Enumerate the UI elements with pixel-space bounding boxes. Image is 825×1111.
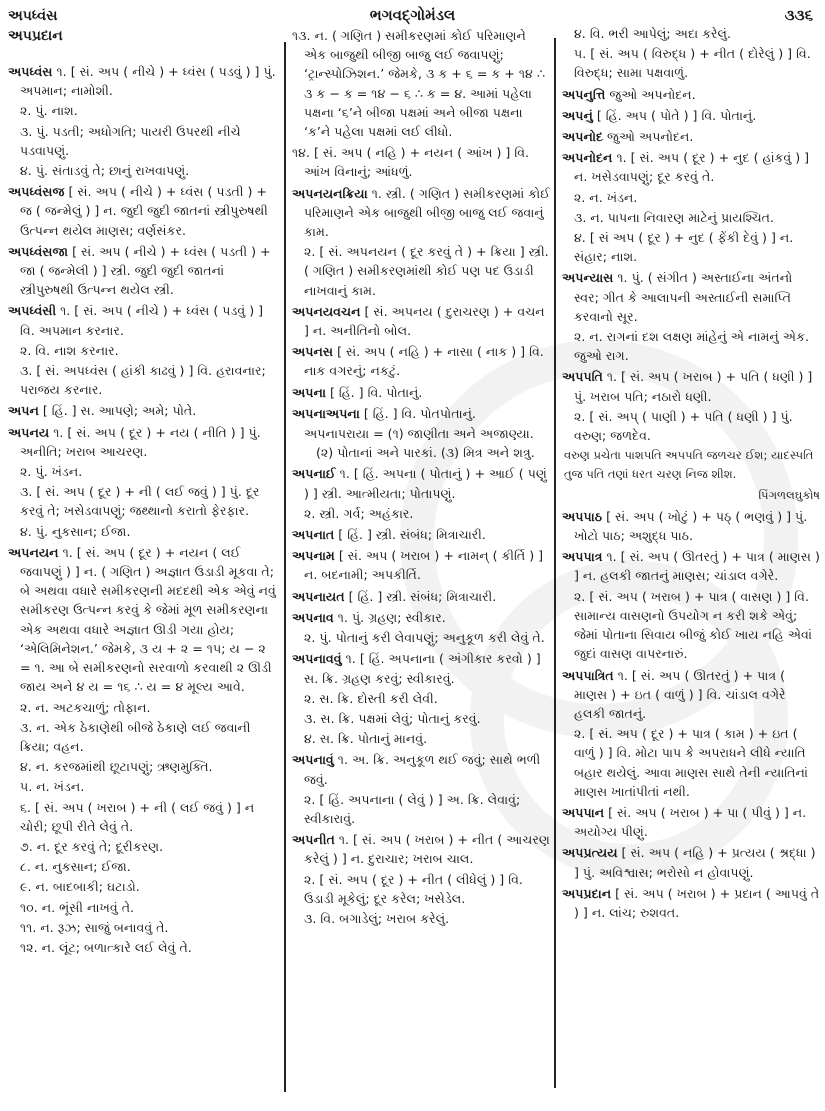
guide-word-first: અપધ્વંસ	[8, 8, 58, 24]
dictionary-entry	[562, 127, 820, 146]
definition-text: ૨. પું. ખંડન.	[20, 464, 83, 480]
dictionary-entry	[292, 383, 550, 402]
headword: અપનાયત	[292, 588, 345, 604]
definition-text: ૧. પું. ( સંગીત ) અસ્તાઈના અંતનો સ્વર; ગીત કે આલાપની અસ્તાઈની સમાપ્તિ કરવાનો સૂર.	[574, 270, 793, 324]
entry-sense	[292, 242, 550, 300]
dictionary-entry	[562, 268, 820, 326]
definition-text: [ હિં. ] સ. આપણે; અમે; પોતે.	[42, 403, 197, 419]
definition-text: ૮. ન. નુકસાન; ઈજા.	[20, 859, 131, 875]
guide-word-last: અપપ્રદાન	[8, 28, 63, 44]
entry-sense	[562, 587, 820, 664]
definition-text: ૧. [ સં. અપ ( ખરાબ ) + નીત ( આચરણ કરેલું ) ] ન. દુરાચાર; ખરાબ ચાલ.	[304, 832, 550, 867]
dictionary-entry	[292, 404, 550, 423]
definition-text: ૩. [ સં. અપધ્વંસ ( હાંકી કાઢવું ) ] વિ. હરાવનાર; પરાજય કરનાર.	[20, 363, 266, 398]
headword: અપનયવચન	[292, 303, 361, 319]
definition-text: જુઓ અપનોદન.	[609, 86, 696, 102]
definition-text: ૨. વિ. નાશ કરનાર.	[20, 342, 119, 358]
headword: અપન	[8, 403, 39, 419]
verse-quote	[562, 446, 820, 484]
headword: અપનાવવું	[292, 651, 342, 667]
entry-sense	[8, 877, 280, 896]
headword: અપપાત્ર	[562, 549, 603, 565]
headword: અપધ્વંસજ	[8, 184, 65, 200]
definition-text: ૩. [ સં. અપ ( દૂર ) + ની ( લઈ જવું ) ] પું. દૂર કરવું તે; ખસેડવાપણું; જથ્થાનો કરાતો ફેરફાર.	[20, 484, 260, 519]
headword: અપનયનક્રિયા	[292, 185, 368, 201]
dictionary-entry	[562, 884, 820, 922]
entry-sense	[292, 628, 550, 647]
definition-text: ૯. ન. બાદબાકી; ઘટાડો.	[20, 879, 140, 895]
headword: અપપતિ	[562, 369, 603, 385]
definition-text: અપનાપરાયા = (૧) જાણીતા અને અજાણ્યા. (૨) પોતાનાં અને પારકાં. (૩) મિત્ર અને શત્રુ.	[304, 426, 535, 461]
dictionary-entry	[292, 587, 550, 606]
definition-text: [ હિં. ] સ્ત્રી. સંબંધ; મિત્રાચારી.	[348, 588, 497, 604]
headword: અપપાત્રિત	[562, 667, 614, 683]
entry-sense	[562, 327, 820, 365]
dictionary-entry	[562, 666, 820, 724]
definition-text: ૧. સ્ત્રી. ( ગણિત ) સમીકરણમાં કોઈ પરિમાણને એક બાજુથી બીજી બાજુ લઈ જવાનું કામ.	[304, 185, 550, 240]
definition-text: ૨. [ સં. અપ ( દૂર ) + નીત ( લીધેલું ) ] વિ. ઉડાડી મૂકેલું; દૂર કરેલ; ખસેડેલ.	[304, 871, 523, 906]
definition-text: પિંગળલઘુકોષ	[758, 487, 820, 502]
definition-text: ૧૪. [ સં. અપ ( નહિ ) + નયન ( આંખ ) ] વિ. આંખ વિનાનું; આંધળું.	[292, 145, 530, 180]
definition-text: ૧. [ સં. અપ ( ઊતરતું ) + પાત્ર ( માણસ ) ] ન. હલકી જાતનું માણસ; ચાંડાલ વગેરે.	[574, 549, 820, 584]
entry-sense	[8, 462, 280, 481]
definition-text: [ સં. અપ ( ખરાબ ) + પ્રદાન ( આપવું તે ) ] ન. લાંચ; રુશવત.	[574, 885, 820, 920]
entry-sense	[8, 898, 280, 917]
dictionary-entry	[562, 367, 820, 405]
entry-sense	[292, 790, 550, 828]
entry-sense	[292, 909, 550, 928]
entry-sense	[8, 482, 280, 520]
headword: અપપાઠ	[562, 508, 603, 524]
definition-text: [ હિં. ] વિ. પોતપોતાનું.	[363, 405, 477, 421]
headword: અપનીત	[292, 832, 335, 848]
definition-text: [ હિં. ] વિ. પોતાનું.	[329, 384, 423, 400]
entry-sense	[292, 689, 550, 708]
definition-text: વરુણ પ્રચેતા પાશપતિ અપપતિ જળચર ઈશ; યાદસ્પતિ તુજ પતિ તણાં ધરત ચરણ નિજ શીશ.	[564, 448, 814, 482]
entry-sense	[292, 424, 550, 462]
dictionary-entry	[292, 750, 550, 788]
entry-sense	[292, 504, 550, 523]
definition-text: ૨. ન. રાગનાં દશ લક્ષણ માંહેનું એ નામનું એક. જુઓ રાગ.	[574, 329, 809, 364]
entry-sense	[562, 228, 820, 266]
headword: અપન્યાસ	[562, 270, 614, 286]
dictionary-entry	[562, 547, 820, 585]
definition-text: ૧. [ સં. અપ ( નીચે ) + ધ્વંસ ( પડવું ) ] વિ. અપમાન કરનાર.	[20, 303, 264, 338]
definition-text: [ સં. અપ ( ખરાબ ) + પા ( પીવું ) ] ન. અયોગ્ય પીણું.	[574, 804, 807, 840]
definition-text: ૧. [ સં. અપ ( દૂર ) + નુદ ( હાંકવું ) ] ન. ખસેડવાપણું; દૂર કરવું તે.	[574, 150, 810, 185]
headword: અપનામ	[292, 548, 335, 564]
column-divider	[284, 42, 286, 1092]
entry-sense	[8, 522, 280, 541]
dictionary-entry	[292, 608, 550, 627]
dictionary-entry	[562, 803, 820, 841]
entry-sense	[8, 361, 280, 399]
definition-text: ૨. [ સં. અપનયન ( દૂર કરવું તે ) + ક્રિયા ] સ્ત્રી. ( ગણિત ) સમીકરણમાંથી કોઈ પણ પદ ઉડાડી નાખવાનું કામ.	[304, 244, 549, 298]
definition-text: [ સં. અપ ( ખરાબ ) + નામન્ ( કીર્તિ ) ] ન. બદનામી; અપકીર્તિ.	[304, 548, 544, 583]
entry-sense	[8, 161, 280, 180]
definition-text: ૨. ન. અટકચાળું; તોફાન.	[20, 699, 151, 715]
column-1	[8, 60, 280, 958]
entry-sense	[562, 407, 820, 445]
headword: અપનોદન	[562, 150, 613, 166]
definition-text: ૧. અ. ક્રિ. અનુકૂળ થઈ જવું; સાથે ભળી જવું.	[304, 752, 541, 787]
entry-sense	[8, 122, 280, 160]
definition-text: [ હિં. ] સ્ત્રી. સંબંધ; મિત્રાચારી.	[338, 527, 486, 543]
headword: અપનાઅપના	[292, 405, 360, 421]
definition-text: ૧. [ હિં. અપનાના ( અંગીકાર કરવો ) ] સ. ક્રિ. ગ્રહણ કરવું; સ્વીકારવું.	[304, 651, 541, 686]
definition-text: ૧. [ સં. અપ ( ખરાબ ) + પતિ ( ધણી ) ] પું. ખરાબ પતિ; નઠારો ધણી.	[574, 369, 813, 404]
headword: અપધ્વંસી	[8, 303, 57, 319]
definition-text: [ સં. અપ ( નહિ ) + પ્રત્યય ( શ્રદ્ધા ) ] પું. અવિશ્વાસ; ભરોસો ન હોવાપણું.	[574, 845, 816, 880]
definition-text: ૨. ન. ખંડન.	[574, 189, 638, 205]
definition-text: [ સં. અપ ( નહિ ) + નાસા ( નાક ) ] વિ. નાક વગરનું; નકટું.	[304, 344, 544, 379]
definition-text: ૧. પું. ગ્રહણ; સ્વીકાર.	[337, 609, 446, 625]
dictionary-entry	[8, 242, 280, 300]
definition-text: [ સં. અપ ( નીચે ) + ધ્વંસ ( પડતી ) + જ ( જન્મેલું ) ] ન. જુદી જુદી જાતનાં સ્ત્રીપુરુષથી ઉત્પન્ન થયેલ માણસ; વર્ણસંકર.	[20, 184, 268, 238]
definition-text: ૨. [ સં. અપ ( ખરાબ ) + પાત્ર ( વાસણ ) ] વિ. સામાન્ય વાસણનો ઉપયોગ ન કરી શકે એવું; જેમાં પોતાના સિવાય બીજું કોઈ ખાય નહિ એવાં જુદાં વાસણ વાપરનારું.	[574, 588, 812, 662]
dictionary-entry	[292, 302, 550, 340]
definition-text: ૧. [ સં. અપ ( ઊતરતું ) + પાત્ર ( માણસ ) + ઇત ( વાળું ) ] વિ. ચાંડાલ વગેરે હલકી જાતનું.	[574, 667, 786, 721]
headword: અપના	[292, 384, 326, 400]
headword: અપનું	[562, 107, 593, 123]
entry-sense	[562, 208, 820, 227]
definition-text: ૧૨. ન. લૂંટ; બળાત્કારે લઈ લેવું તે.	[20, 939, 192, 955]
definition-text: [ સં. અપનય ( દુરાચરણ ) + વચન ] ન. અનીતિનો બોલ.	[304, 303, 545, 339]
dictionary-entry	[8, 301, 280, 339]
headword: અપનય	[8, 424, 50, 440]
dictionary-entry	[562, 106, 820, 125]
definition-text: ૩. વિ. બગાડેલું; ખરાબ કરેલું.	[304, 910, 450, 926]
dictionary-entry	[292, 26, 550, 141]
entry-sense	[562, 24, 820, 43]
definition-text: જુઓ અપનોદન.	[607, 129, 694, 145]
dictionary-entry	[562, 507, 820, 545]
dictionary-entry	[562, 843, 820, 881]
entry-sense	[8, 918, 280, 937]
entry-sense	[562, 44, 820, 82]
headword: અપનુત્તિ	[562, 86, 606, 102]
entry-sense	[562, 724, 820, 801]
dictionary-entry	[292, 143, 550, 181]
dictionary-entry	[292, 525, 550, 544]
definition-text: ૧. [ સં. અપ ( દૂર ) + નયન ( લઈ જવાપણું ) ] ન. ( ગણિત ) અજ્ઞાત ઉડાડી મૂકવા તે; બે અથવા વધારે સમીકરણની મદદથી એક એવું નવું સમીકરણ ઉત્પન્ન કરવું કે જેમાં મૂળ સમીકરણના એક અથવા વધારે અજ્ઞાત ઊડી ગયા હોય; ‘એલિમિનેશન.’ જેમકે, ૩ ય + ૨ = ૧૫; ય − ૨ = ૧. આ બે સમીકરણનો સરવાળો કરવાથી ૨ ઊડી જાય અને ૪ ય = ૧૬ ∴ ય = ૪ મૂલ્ય આવે.	[20, 544, 276, 695]
headword: અપધ્વંસજા	[8, 243, 69, 259]
entry-sense	[292, 709, 550, 728]
entry-sense	[562, 188, 820, 207]
page-title: ભગવદ્ગોમંડલ	[369, 6, 456, 24]
dictionary-entry	[292, 464, 550, 502]
column-2	[292, 24, 550, 929]
definition-text: ૪. વિ. ભરી આપેલું; અદા કરેલું.	[574, 26, 732, 41]
definition-text: ૨. પું. પોતાનું કરી લેવાપણું; અનુકૂળ કરી લેવું તે.	[304, 630, 545, 646]
definition-text: [ હિં. અપ ( પોતે ) ] વિ. પોતાનું.	[596, 107, 757, 123]
dictionary-entry	[8, 543, 280, 697]
dictionary-entry	[562, 85, 820, 104]
dictionary-entry	[292, 184, 550, 242]
definition-text: ૭. ન. દૂર કરવું તે; દૂરીકરણ.	[20, 838, 164, 854]
definition-text: ૧. [ સં. અપ ( નીચે ) + ધ્વંસ ( પડવું ) ] પું. અપમાન; નામોશી.	[20, 64, 276, 99]
headword: અપપ્રત્યય	[562, 845, 618, 861]
entry-sense	[8, 837, 280, 856]
definition-text: ૨. [ હિં. અપનાના ( લેવું ) ] અ. ક્રિ. લેવાવું; સ્વીકારાવું.	[304, 791, 521, 826]
headword: અપપ્રદાન	[562, 885, 612, 901]
definition-text: ૩. ન. પાપના નિવારણ માટેનું પ્રાયશ્ચિત.	[574, 209, 775, 225]
entry-sense	[8, 101, 280, 120]
definition-text: ૨. સ્ત્રી. ગર્વ; અહંકાર.	[304, 505, 414, 521]
headword: અપપાન	[562, 804, 605, 820]
definition-text: ૧૩. ન. ( ગણિત ) સમીકરણમાં કોઈ પરિમાણને એક બાજુથી બીજી બાજુ લઈ જવાપણું; ‘ટ્રાન્સ્પોઝિશન.’ જેમકે, ૩ ક + ૬ = ક + ૧૪ ∴ ૩ ક − ક = ૧૪ − ૬ ∴ ક = ૪. આમાં પહેલા પક્ષના ‘૬’ને બીજા પક્ષમાં અને બીજા પક્ષના ‘ક’ને પહેલા પક્ષમાં લઈ લીધો.	[292, 28, 545, 140]
definition-text: ૩. પું. પડતી; અધોગતિ; પાયરી ઉપરથી નીચે પડવાપણું.	[20, 123, 241, 158]
headword: અપનસ	[292, 344, 334, 360]
entry-sense	[292, 870, 550, 908]
dictionary-entry	[8, 423, 280, 461]
entry-sense	[8, 857, 280, 876]
citation	[562, 486, 820, 505]
definition-text: ૬. [ સં. અપ ( ખરાબ ) + ની ( લઈ જવું ) ] ન ચોરી; છૂપી રીતે લેવું તે.	[20, 799, 255, 834]
definition-text: ૪. સ. ક્રિ. પોતાનું માનવું.	[304, 731, 428, 747]
definition-text: ૨. પું. નાશ.	[20, 103, 78, 119]
page-number: ૩૩૬	[784, 6, 813, 24]
definition-text: ૧. [ સં. અપ ( દૂર ) + નય ( નીતિ ) ] પું. અનીતિ; ખરાબ આચરણ.	[20, 424, 261, 459]
definition-text: [ સં. અપ ( ખોટું ) + પઠ્ ( ભણવું ) ] પું. ખોટો પાઠ; અશુદ્ધ પાઠ.	[574, 508, 808, 544]
entry-sense	[292, 729, 550, 748]
dictionary-entry	[292, 830, 550, 868]
entry-sense	[8, 757, 280, 776]
entry-sense	[8, 777, 280, 796]
entry-sense	[8, 718, 280, 756]
definition-text: ૪. પું. સંતાડવું તે; છાનું રાખવાપણું.	[20, 163, 190, 179]
headword: અપનાવું	[292, 752, 334, 768]
definition-text: ૩. ન. એક ઠેકાણેથી બીજે ઠેકાણે લઈ જવાની ક્રિયા; વહન.	[20, 719, 251, 754]
dictionary-entry	[292, 342, 550, 380]
dictionary-entry	[292, 546, 550, 584]
headword: અપનાત	[292, 527, 335, 543]
entry-sense	[8, 341, 280, 360]
definition-text: ૪. [ સં અપ ( દૂર ) + નુદ ( ફેંકી દેવું ) ] ન. સંહાર; નાશ.	[574, 230, 794, 265]
definition-text: ૫. ન. ખંડન.	[20, 779, 85, 795]
entry-sense	[8, 698, 280, 717]
definition-text: ૫. [ સં. અપ ( વિરુદ્ધ ) + નીત ( દોરેલું ) ] વિ. વિરુદ્ધ; સામા પક્ષવાળું.	[574, 46, 811, 81]
entry-sense	[8, 938, 280, 957]
definition-text: ૨. [ સં. અપ ( દૂર ) + પાત્ર ( કામ ) + ઇત ( વાળું ) ] વિ. મોટા પાપ કે અપરાધને લીધે ન્યાતિ બહાર થયેલું. આવા માણસ સાથે તેની ન્યાતિનાં માણસ ખાતાંપીતાં નથી.	[574, 726, 808, 799]
headword: અપનયન	[8, 544, 59, 560]
definition-text: ૧૧. ન. રૂઝ; સાજું બનાવવું તે.	[20, 919, 169, 935]
headword: અપનાઈ	[292, 466, 336, 482]
definition-text: ૧. [ હિં. અપના ( પોતાનું ) + આઈ ( પણું ) ] સ્ત્રી. આત્મીયતા; પોતાપણું.	[304, 466, 547, 501]
dictionary-entry	[8, 401, 280, 420]
definition-text: ૪. ન. કરજમાંથી છૂટાપણું; ઋણમુક્તિ.	[20, 759, 213, 775]
column-divider	[554, 38, 556, 1088]
headword: અપધ્વંસ	[8, 64, 53, 79]
entry-sense	[8, 798, 280, 836]
headword: અપનોદ	[562, 129, 604, 145]
definition-text: ૨. સ. ક્રિ. દોસ્તી કરી લેવી.	[304, 690, 438, 706]
headword: અપનાવ	[292, 609, 334, 625]
dictionary-entry	[8, 182, 280, 240]
column-3	[562, 24, 820, 923]
dictionary-entry	[8, 62, 280, 100]
dictionary-entry	[562, 148, 820, 186]
definition-text: ૨. [ સં. અપ્ ( પાણી ) + પતિ ( ધણી ) ] પું. વરુણ; જળદેવ.	[574, 408, 793, 444]
definition-text: ૪. પું. નુકસાન; ઈજા.	[20, 523, 131, 539]
definition-text: ૧૦. ન. ભૂંસી નાખવું તે.	[20, 899, 135, 915]
dictionary-entry	[292, 649, 550, 687]
definition-text: [ સં. અપ ( નીચે ) + ધ્વંસ ( પડતી ) + જા ( જન્મેલી ) ] સ્ત્રી. જુદી જુદી જાતનાં સ્ત્રીપુરુષથી ઉત્પન્ન થયેલ સ્ત્રી.	[20, 243, 271, 298]
definition-text: ૩. સ. ક્રિ. પક્ષમાં લેવું; પોતાનું કરવું.	[304, 710, 481, 726]
